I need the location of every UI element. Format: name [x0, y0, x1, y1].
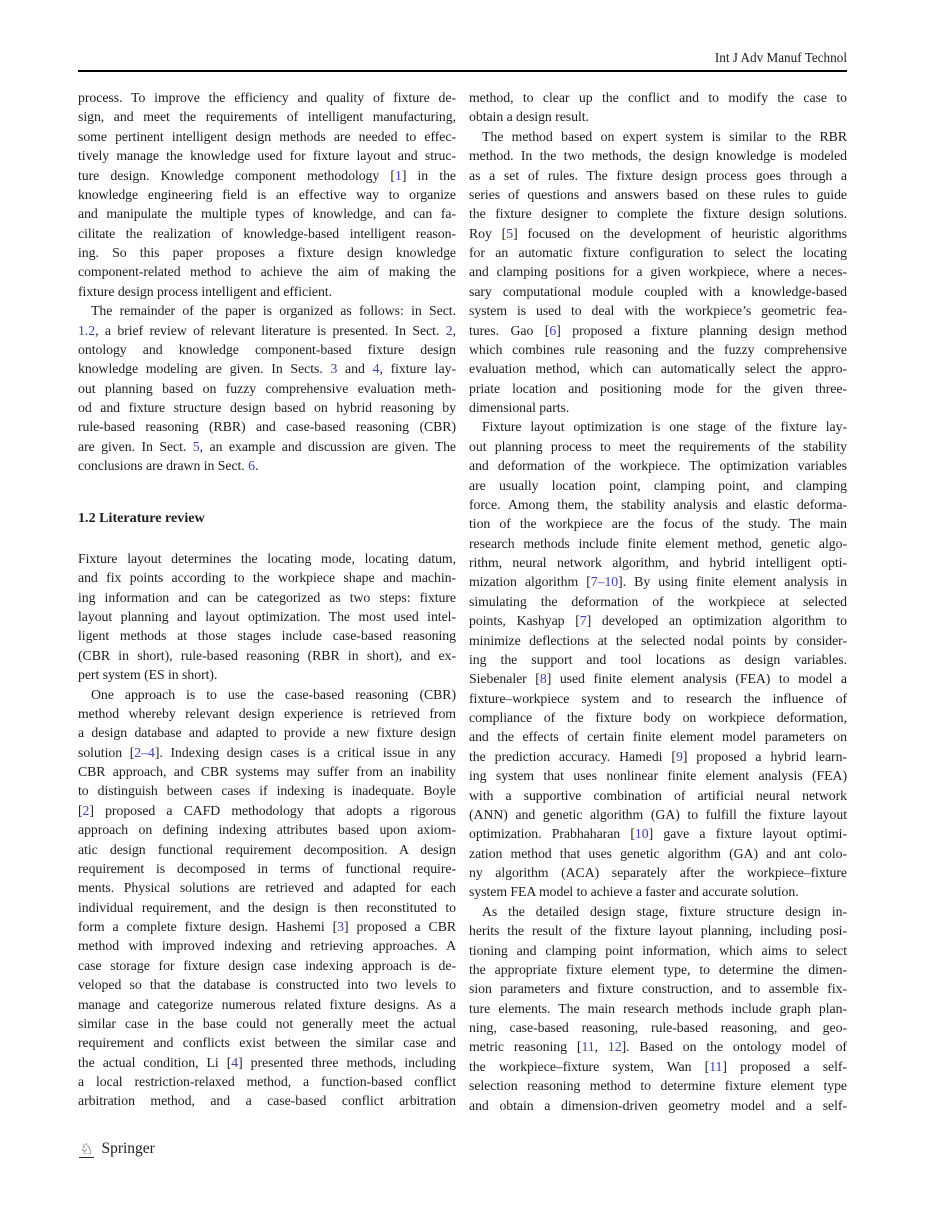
text-span: ] developed an optimization algorithm to: [586, 613, 847, 629]
citation-link[interactable]: 7: [579, 613, 587, 629]
text-span: ,: [594, 1039, 608, 1055]
text-span: rule-based reasoning (RBR) and case-based reasoning (CBR): [78, 419, 456, 435]
text-line: [78, 1053, 456, 1072]
text-line: [78, 743, 456, 762]
text-span: zation method that uses genetic algorithm (GA) and ant colo-: [469, 845, 847, 861]
text-line: [78, 549, 456, 568]
text-span: simulating the deformation of the workpiece at selected: [469, 593, 847, 609]
text-span: ontology and knowledge component-based fixture design: [78, 341, 456, 357]
text-line: [469, 805, 847, 824]
text-line: [78, 107, 456, 126]
text-line: [78, 878, 456, 897]
text-line: [78, 588, 456, 607]
text-line: [78, 723, 456, 742]
text-span: Siebenaler [: [469, 671, 540, 687]
text-line: [78, 127, 456, 146]
text-line: [78, 204, 456, 223]
text-span: ] in the: [401, 167, 456, 183]
text-line: [469, 1037, 847, 1056]
text-line: [78, 762, 456, 781]
text-span: tioning and clamping point information, which aims to select: [469, 942, 847, 958]
text-span: and manipulate the multiple types of knowledge, and can fa-: [78, 206, 456, 222]
text-line: [469, 476, 847, 495]
text-span: Fixture layout optimization is one stage of the fixture lay-: [482, 419, 847, 435]
text-span: knowledge modeling are given. In Sects.: [78, 361, 331, 377]
text-line: [78, 626, 456, 645]
text-line: [469, 456, 847, 475]
text-line: [469, 359, 847, 378]
text-line: [78, 646, 456, 665]
text-span: requirement and conflicts exist between the similar case and: [78, 1035, 456, 1051]
text-line: [469, 127, 847, 146]
text-span: manage and categorize numerous related fixture designs. As a: [78, 996, 456, 1012]
text-line: [78, 243, 456, 262]
text-line: [469, 766, 847, 785]
text-span: , a brief review of relevant literature is presented. In Sect.: [95, 322, 446, 338]
citation-link[interactable]: 9: [675, 748, 683, 764]
text-span: method. In the two methods, the design knowledge is modeled: [469, 148, 847, 164]
text-span: ture elements. The main research methods include graph plan-: [469, 1000, 847, 1016]
text-span: process. To improve the efficiency and quality of fixture de-: [78, 90, 456, 105]
text-span: the prediction accuracy. Hamedi [: [469, 748, 676, 764]
text-line: [78, 166, 456, 185]
text-span: rithm, neural network algorithm, and hybrid intelligent opti-: [469, 555, 847, 570]
text-span: and fix points according to the workpiece shape and machin-: [78, 570, 456, 586]
text-span: pert system (ES in short).: [78, 667, 218, 683]
text-span: are usually location point, clamping point, and clamping: [469, 477, 847, 493]
text-span: sign, and meet the requirements of intelligent manufacturing,: [78, 109, 456, 125]
paragraph: [78, 88, 456, 301]
text-line: [469, 882, 847, 901]
text-span: Fixture layout determines the locating mode, locating datum,: [78, 550, 456, 566]
text-line: [469, 727, 847, 746]
text-line: [78, 685, 456, 704]
text-line: [78, 956, 456, 975]
text-span: system FEA model to achieve a faster and accurate solution.: [469, 884, 799, 900]
text-span: arbitration method, and a case-based conflict arbitration: [78, 1093, 456, 1109]
text-line: [78, 607, 456, 626]
text-span: As the detailed design stage, fixture structure design in-: [482, 903, 847, 919]
text-span: solution [: [78, 744, 135, 760]
left-column: [78, 88, 456, 1115]
text-span: selection reasoning method to determine fixture element type: [469, 1078, 847, 1094]
text-span: and the effects of certain finite element model parameters on: [469, 729, 847, 745]
text-span: approach on defining indexing attributes based upon axiom-: [78, 822, 456, 838]
citation-link[interactable]: 12: [607, 1039, 622, 1055]
citation-link[interactable]: 10: [634, 826, 649, 842]
text-line: [78, 801, 456, 820]
text-span: method with improved indexing and retrieving approaches. A: [78, 938, 456, 954]
paragraph: [469, 127, 847, 418]
text-span: the fixture designer to complete the fixture design solutions.: [469, 206, 847, 222]
text-span: ] proposed a self-: [722, 1058, 847, 1074]
text-span: ing information and can be categorized as two steps: fixture: [78, 589, 456, 605]
springer-logo-icon: ♘: [80, 1139, 94, 1158]
text-span: sion parameters and fixture construction, and to assemble fix-: [469, 981, 847, 997]
text-span: , fixture lay-: [379, 361, 457, 377]
citation-link[interactable]: 6: [248, 458, 255, 474]
text-line: [78, 1014, 456, 1033]
text-line: [78, 417, 456, 436]
text-line: [469, 999, 847, 1018]
text-span: cilitate the realization of knowledge-based intelligent reason-: [78, 225, 456, 241]
text-span: The remainder of the paper is organized as follows: in Sect.: [91, 303, 456, 319]
text-span: The method based on expert system is similar to the RBR: [482, 128, 847, 144]
text-span: priate location and positioning mode for the given three-: [469, 380, 847, 396]
text-line: [469, 398, 847, 417]
text-line: [469, 786, 847, 805]
text-line: [78, 456, 456, 475]
text-line: [78, 820, 456, 839]
text-span: form a complete fixture design. Hashemi [: [78, 919, 338, 935]
text-line: [78, 975, 456, 994]
text-span: , an example and discussion are given. The: [199, 438, 456, 454]
text-line: [469, 495, 847, 514]
citation-link[interactable]: 2–4: [134, 744, 155, 760]
text-span: layout planning and layout optimization. The most used intel-: [78, 609, 456, 625]
text-span: ture design. Knowledge component methodology [: [78, 167, 395, 183]
text-line: [469, 243, 847, 262]
text-line: [78, 1091, 456, 1110]
citation-link[interactable]: 2: [445, 322, 453, 338]
text-line: [78, 224, 456, 243]
text-span: evaluation method, which can automatically select the appro-: [469, 361, 847, 377]
text-span: force. Among them, the stability analysis and elastic deforma-: [469, 496, 847, 512]
text-span: minimize deflections at the selected nodal points by consider-: [469, 632, 847, 648]
citation-link[interactable]: 4: [372, 361, 380, 377]
text-span: and obtain a dimension-driven geometry model and a self-: [469, 1097, 847, 1113]
text-line: [78, 321, 456, 340]
text-span: fixture design process intelligent and efficient.: [78, 283, 332, 299]
text-span: ]. Indexing design cases is a critical issue in any: [154, 744, 456, 760]
text-span: od and fixture structure design based on hybrid reasoning by: [78, 400, 456, 415]
text-line: [469, 960, 847, 979]
citation-link[interactable]: 11: [709, 1058, 723, 1074]
text-span: and deformation of the workpiece. The optimization variables: [469, 458, 847, 474]
text-line: [469, 301, 847, 320]
citation-link[interactable]: 1: [394, 167, 402, 183]
text-line: [78, 282, 456, 301]
text-span: metric reasoning [: [469, 1039, 582, 1055]
text-span: series of questions and answers based on these rules to guide: [469, 186, 847, 202]
text-span: ligent methods at those stages include case-based reasoning: [78, 628, 456, 644]
text-line: [469, 747, 847, 766]
text-line: [469, 514, 847, 533]
text-line: [78, 437, 456, 456]
text-line: [78, 781, 456, 800]
text-line: [469, 592, 847, 611]
text-line: [469, 379, 847, 398]
text-line: [469, 1076, 847, 1095]
right-column: [469, 88, 847, 1115]
header-rule: [78, 70, 847, 72]
text-span: mization algorithm [: [469, 574, 591, 590]
text-line: [469, 650, 847, 669]
text-line: [469, 553, 847, 572]
text-line: [469, 340, 847, 359]
text-line: [78, 262, 456, 281]
text-line: [469, 1018, 847, 1037]
text-span: .: [254, 458, 259, 474]
text-span: ] presented three methods, including: [238, 1054, 456, 1070]
text-span: and clamping positions for a given workpiece, where a neces-: [469, 264, 847, 280]
text-line: [469, 689, 847, 708]
text-line: [78, 398, 456, 417]
text-span: system is used to deal with the workpiece’s geometric fea-: [469, 303, 847, 319]
text-span: component-related method to achieve the aim of making the: [78, 264, 456, 280]
text-span: ] proposed a hybrid learn-: [682, 748, 847, 764]
text-line: [469, 611, 847, 630]
text-line: [469, 107, 847, 126]
text-span: a local restriction-relaxed method, a function-based conflict: [78, 1074, 456, 1090]
text-span: tively manage the knowledge used for fixture layout and struc-: [78, 148, 456, 164]
text-line: [78, 995, 456, 1014]
text-line: [469, 708, 847, 727]
text-line: [469, 262, 847, 281]
text-span: the actual condition, Li [: [78, 1054, 232, 1070]
text-line: [78, 301, 456, 320]
text-span: are given. In Sect.: [78, 438, 193, 454]
text-span: ] proposed a CAFD methodology that adopts a rigorous: [89, 802, 456, 818]
text-line: [469, 224, 847, 243]
article-body: [78, 88, 847, 1115]
text-span: the appropriate fixture element type, to determine the dimen-: [469, 961, 847, 977]
text-line: [469, 146, 847, 165]
text-line: [78, 185, 456, 204]
text-span: [: [78, 802, 83, 818]
publisher-name: Springer: [101, 1140, 155, 1157]
paragraph: [78, 549, 456, 685]
text-line: [469, 979, 847, 998]
text-span: tures. Gao [: [469, 322, 550, 338]
text-line: [78, 359, 456, 378]
text-line: [78, 917, 456, 936]
text-span: research methods include finite element method, genetic algo-: [469, 535, 847, 551]
text-span: requirement is decomposed in terms of functional require-: [78, 860, 456, 876]
text-line: [469, 185, 847, 204]
text-span: ing the support and tool locations as design variables.: [469, 651, 847, 667]
text-span: some pertinent intelligent design methods are needed to effec-: [78, 128, 456, 144]
text-line: [469, 1096, 847, 1115]
paragraph: [469, 902, 847, 1115]
text-span: points, Kashyap [: [469, 613, 580, 629]
text-line: [78, 1033, 456, 1052]
text-span: Roy [: [469, 225, 507, 241]
text-line: [78, 568, 456, 587]
text-line: [78, 704, 456, 723]
citation-link[interactable]: 2: [82, 802, 90, 818]
text-span: similar case in the base could not generally meet the actual: [78, 1015, 456, 1031]
text-span: optimization. Prabhaharan [: [469, 826, 635, 842]
citation-link[interactable]: 5: [192, 438, 200, 454]
text-span: CBR approach, and CBR systems may suffer from an inability: [78, 764, 456, 780]
text-span: (ANN) and genetic algorithm (GA) to fulfill the fixture layout: [469, 806, 847, 822]
text-span: veloped so that the database is constructed into two levels to: [78, 977, 456, 993]
text-span: herits the result of the fixture layout planning, including posi-: [469, 923, 847, 939]
text-span: out planning process to meet the requirements of the stability: [469, 438, 847, 454]
text-span: (CBR in short), rule-based reasoning (RBR in short), and ex-: [78, 647, 456, 663]
text-line: [469, 437, 847, 456]
text-span: ] used finite element analysis (FEA) to model a: [546, 671, 847, 687]
text-span: fixture–workpiece system and to research the influence of: [469, 690, 847, 706]
text-span: ing. So this paper proposes a fixture design knowledge: [78, 245, 456, 260]
text-line: [469, 204, 847, 223]
text-line: [78, 340, 456, 359]
text-span: method whereby relevant design experience is retrieved from: [78, 705, 456, 721]
journal-title: Int J Adv Manuf Technol: [714, 50, 847, 65]
text-line: [78, 898, 456, 917]
text-line: [78, 88, 456, 107]
text-span: ] gave a fixture layout optimi-: [648, 826, 847, 842]
text-span: method, to clear up the conflict and to modify the case to: [469, 90, 847, 105]
text-span: ning, case-based reasoning, rule-based reasoning, and geo-: [469, 1020, 847, 1035]
text-line: [469, 941, 847, 960]
text-span: ] focused on the development of heuristic algorithms: [513, 225, 847, 241]
citation-link[interactable]: 5: [506, 225, 514, 241]
text-line: [78, 665, 456, 684]
text-span: to distinguish between cases if indexing is inadequate. Boyle: [78, 783, 456, 799]
text-span: out planning based on fuzzy comprehensive evaluation meth-: [78, 380, 456, 396]
text-line: [469, 321, 847, 340]
text-line: [469, 534, 847, 553]
citation-link[interactable]: 11: [581, 1039, 595, 1055]
text-span: atic design functional requirement decomposition. A design: [78, 841, 456, 857]
text-line: [78, 379, 456, 398]
publisher-footer: [79, 1140, 155, 1158]
citation-link[interactable]: 3: [337, 919, 344, 935]
text-line: [469, 669, 847, 688]
text-span: sary computational module coupled with a knowledge-based: [469, 283, 847, 299]
text-line: [469, 631, 847, 650]
text-span: ny algorithm (ACA) separately after the workpiece–fixture: [469, 865, 847, 880]
text-span: One approach is to use the case-based reasoning (CBR): [91, 686, 456, 702]
text-line: [469, 572, 847, 591]
text-span: tion of the workpiece are the focus of the study. The main: [469, 516, 847, 532]
paragraph: [78, 301, 456, 475]
paragraph: [469, 417, 847, 901]
text-line: [469, 921, 847, 940]
text-line: [469, 166, 847, 185]
text-line: [78, 146, 456, 165]
text-span: conclusions are drawn in Sect.: [78, 458, 249, 474]
text-line: [469, 824, 847, 843]
citation-link[interactable]: 6: [549, 322, 557, 338]
paragraph: [469, 88, 847, 127]
citation-link[interactable]: 7–10: [590, 574, 619, 590]
text-span: ]. By using finite element analysis in: [618, 574, 847, 590]
text-line: [469, 282, 847, 301]
text-line: [469, 844, 847, 863]
section-heading: 1.2 Literature review: [78, 509, 205, 526]
text-line: [78, 936, 456, 955]
text-line: [78, 1072, 456, 1091]
citation-link[interactable]: 3: [330, 361, 338, 377]
text-span: obtain a design result.: [469, 109, 589, 125]
text-span: ]. Based on the ontology model of: [621, 1039, 847, 1055]
text-line: [78, 840, 456, 859]
text-span: ing system that uses nonlinear finite element analysis (FEA): [469, 768, 847, 784]
text-span: a design database and adapted to provide a new fixture design: [78, 725, 456, 741]
text-line: [469, 417, 847, 436]
citation-link[interactable]: 1.2: [78, 322, 96, 338]
text-span: as a set of rules. The fixture design process goes through a: [469, 167, 847, 183]
paragraph: [78, 685, 456, 1111]
text-span: ments. Physical solutions are retrieved and adapted for each: [78, 880, 456, 896]
text-span: knowledge engineering field is an effective way to organize: [78, 186, 456, 202]
text-span: dimensional parts.: [469, 400, 570, 415]
text-span: ] proposed a CBR: [344, 919, 456, 935]
text-line: [469, 88, 847, 107]
text-span: the workpiece–fixture system, Wan [: [469, 1058, 710, 1074]
text-line: [469, 863, 847, 882]
text-span: compliance of the fixture body on workpiece deformation,: [469, 710, 847, 725]
citation-link[interactable]: 4: [231, 1054, 239, 1070]
text-span: individual requirement, and the design is then reconstituted to: [78, 899, 456, 915]
text-span: and: [337, 361, 373, 377]
text-span: ] proposed a fixture planning design method: [556, 322, 847, 338]
text-line: [469, 902, 847, 921]
text-span: which combines rule reasoning and the fuzzy comprehensive: [469, 341, 847, 357]
text-span: case storage for fixture design case indexing approach is de-: [78, 957, 456, 973]
text-span: with a supportive combination of artificial neural network: [469, 787, 847, 803]
text-line: [469, 1057, 847, 1076]
text-line: [78, 859, 456, 878]
text-span: for an automatic fixture configuration to select the locating: [469, 245, 847, 260]
citation-link[interactable]: 8: [539, 671, 547, 687]
text-span: ,: [452, 322, 456, 338]
